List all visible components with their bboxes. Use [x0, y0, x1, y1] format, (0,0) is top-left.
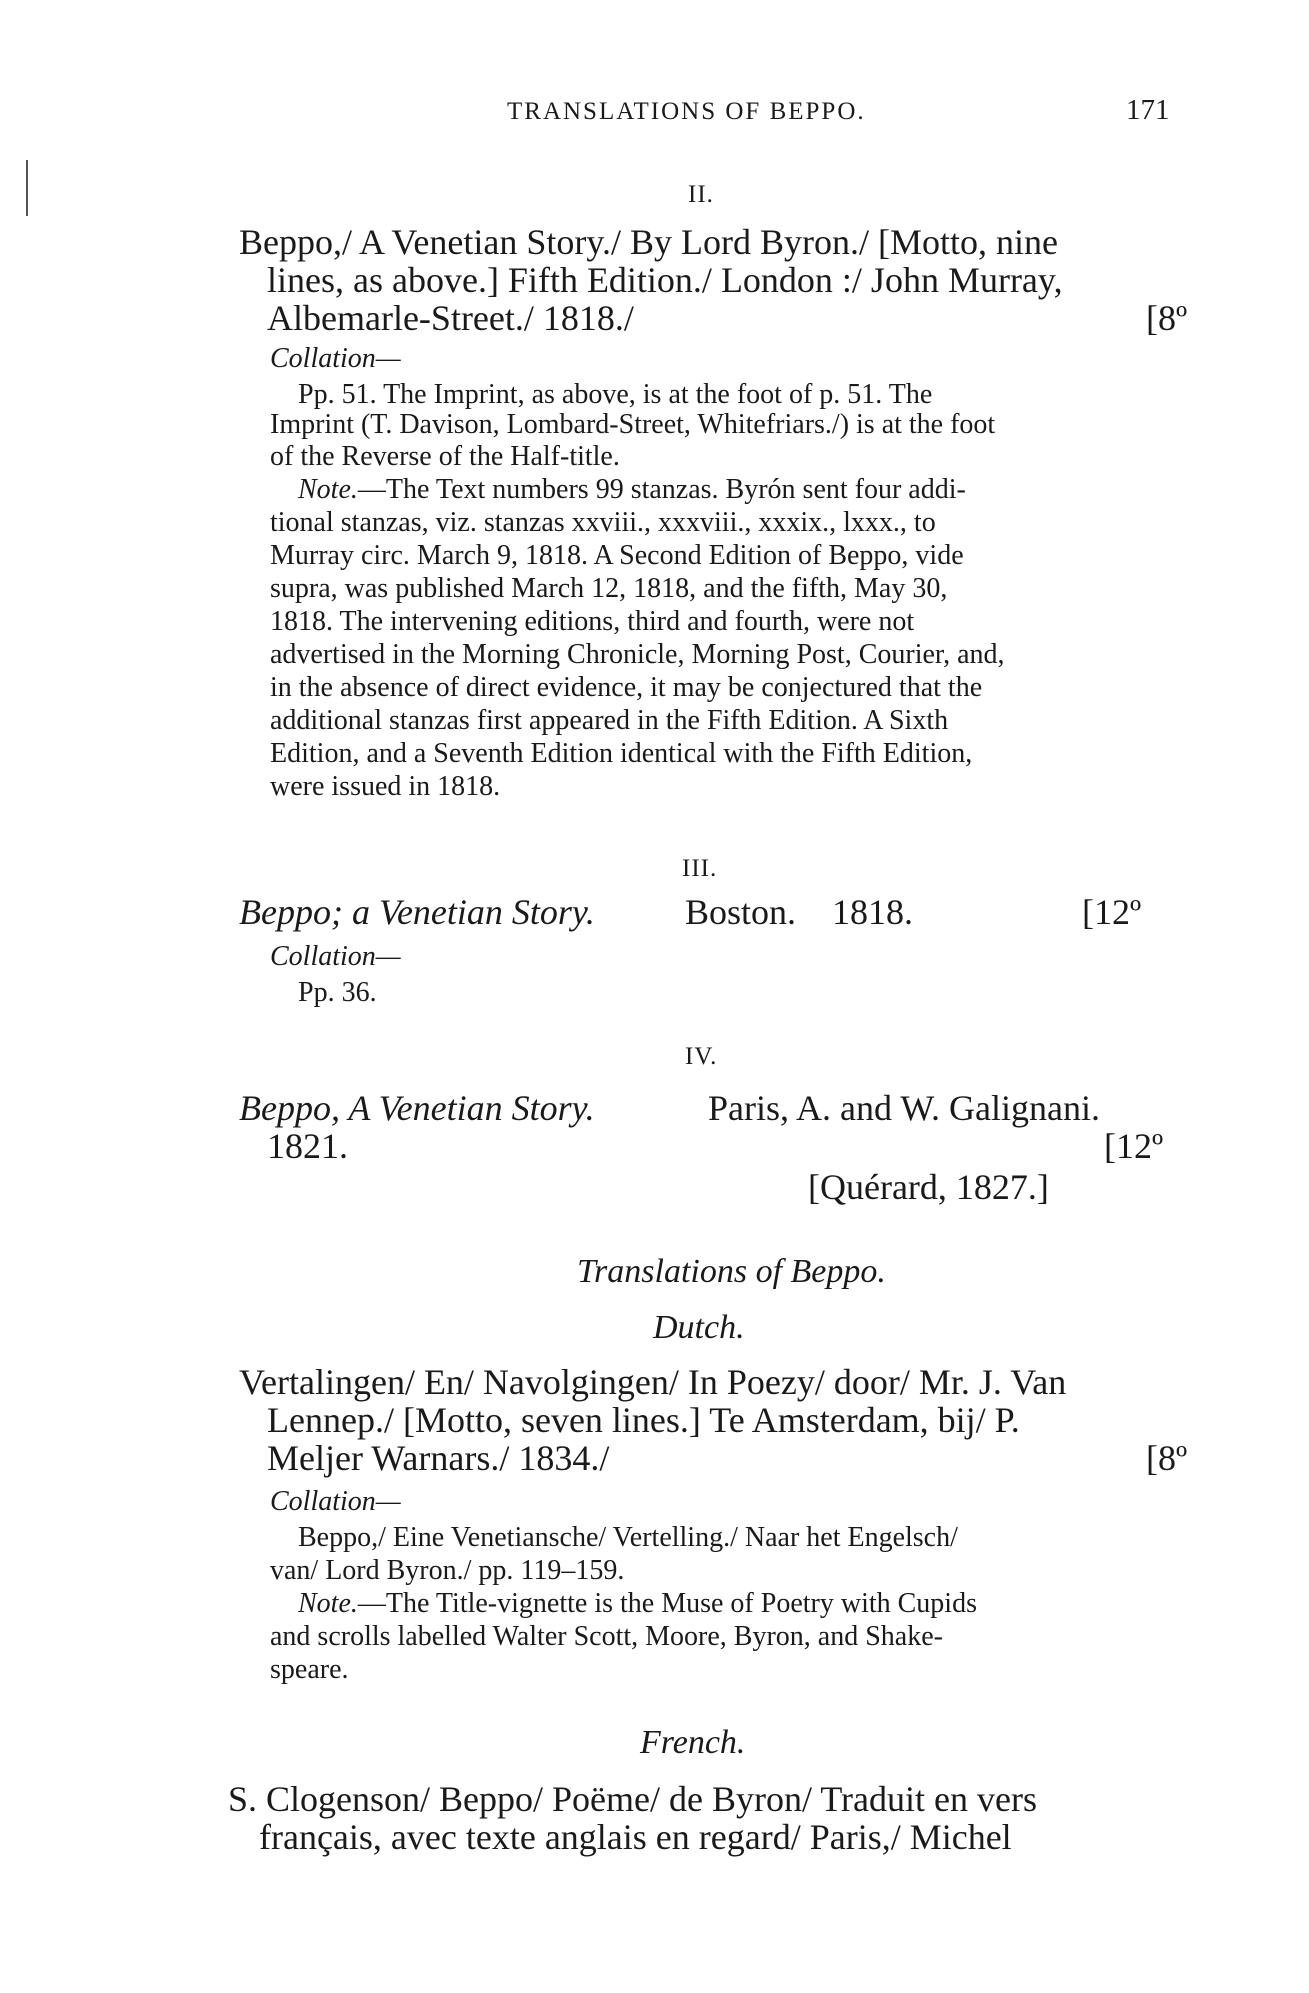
- note-line: additional stanzas first appeared in the Fifth Edition. A Sixth: [270, 705, 949, 736]
- note-line: speare.: [270, 1654, 349, 1685]
- collation-line: Pp. 51. The Imprint, as above, is at the foot of p. 51. The: [298, 379, 933, 410]
- margin-mark: [26, 160, 28, 216]
- french-title-line: S. Clogenson/ Beppo/ Poëme/ de Byron/ Traduit en vers: [228, 1779, 1037, 1819]
- dutch-title-line: Meljer Warnars./ 1834./: [267, 1438, 610, 1478]
- collation-label: Collation—: [270, 1486, 401, 1517]
- french-title-line: français, avec texte anglais en regard/ Paris,/ Michel: [259, 1817, 1012, 1857]
- translations-heading: Translations of Beppo.: [577, 1253, 886, 1290]
- note-line: tional stanzas, viz. stanzas xxviii., xxxviii., xxxix., lxxx., to: [270, 507, 936, 538]
- entry-title-line: lines, as above.] Fifth Edition./ London :/ John Murray,: [267, 260, 1063, 300]
- note-line: in the absence of direct evidence, it may be conjectured that the: [270, 672, 983, 703]
- entry-year: 1818.: [832, 892, 913, 932]
- note-line: and scrolls labelled Walter Scott, Moore, Byron, and Shake-: [270, 1621, 943, 1652]
- entry-year: 1821.: [267, 1126, 348, 1166]
- entry-title: Beppo, A Venetian Story.: [239, 1088, 595, 1128]
- entry-numeral: IV.: [685, 1043, 718, 1070]
- note-line: supra, was published March 12, 1818, and the fifth, May 30,: [270, 573, 948, 604]
- note-label: Note.: [298, 1588, 358, 1619]
- dutch-title-line: Lennep./ [Motto, seven lines.] Te Amsterdam, bij/ P.: [267, 1400, 1020, 1440]
- running-title: TRANSLATIONS OF BEPPO.: [507, 98, 866, 125]
- entry-place: Boston.: [685, 892, 797, 932]
- entry-title-line: Albemarle-Street./ 1818./: [267, 298, 634, 338]
- note-line: were issued in 1818.: [270, 771, 501, 802]
- collation-line: of the Reverse of the Half-title.: [270, 441, 620, 472]
- entry-publisher: Paris, A. and W. Galignani.: [708, 1088, 1100, 1128]
- dutch-heading: Dutch.: [653, 1309, 745, 1346]
- note-line: Note.—The Text numbers 99 stanzas. Byrón sent four addi-: [298, 474, 966, 505]
- entry-title-line: Beppo,/ A Venetian Story./ By Lord Byron./ [Motto, nine: [239, 222, 1058, 262]
- page-number: 171: [1126, 94, 1170, 126]
- format-label: [12º: [1104, 1126, 1164, 1166]
- entry-numeral: II.: [688, 181, 714, 208]
- collation-line: Beppo,/ Eine Venetiansche/ Vertelling./ Naar het Engelsch/: [298, 1522, 958, 1553]
- note-line: Note.—The Title-vignette is the Muse of Poetry with Cupids: [298, 1588, 977, 1619]
- format-label: [12º: [1082, 892, 1142, 932]
- french-heading: French.: [640, 1724, 746, 1761]
- format-label: [8º: [1146, 1438, 1188, 1478]
- note-line: 1818. The intervening editions, third and fourth, were not: [270, 606, 915, 637]
- collation-line: van/ Lord Byron./ pp. 119–159.: [270, 1555, 625, 1586]
- note-label: Note.: [298, 474, 358, 505]
- collation-label: Collation—: [270, 343, 401, 374]
- entry-numeral: III.: [682, 855, 718, 882]
- dutch-title-line: Vertalingen/ En/ Navolgingen/ In Poezy/ door/ Mr. J. Van: [239, 1362, 1067, 1402]
- note-line: advertised in the Morning Chronicle, Morning Post, Courier, and,: [270, 639, 1005, 670]
- format-label: [8º: [1146, 298, 1188, 338]
- collation-text: Pp. 36.: [298, 977, 377, 1008]
- collation-line: Imprint (T. Davison, Lombard-Street, Whitefriars./) is at the foot: [270, 409, 996, 440]
- note-line: Edition, and a Seventh Edition identical with the Fifth Edition,: [270, 738, 973, 769]
- entry-title: Beppo; a Venetian Story.: [239, 892, 595, 932]
- collation-label: Collation—: [270, 941, 401, 972]
- note-line: Murray circ. March 9, 1818. A Second Edition of Beppo, vide: [270, 540, 964, 571]
- entry-source: [Quérard, 1827.]: [808, 1167, 1049, 1207]
